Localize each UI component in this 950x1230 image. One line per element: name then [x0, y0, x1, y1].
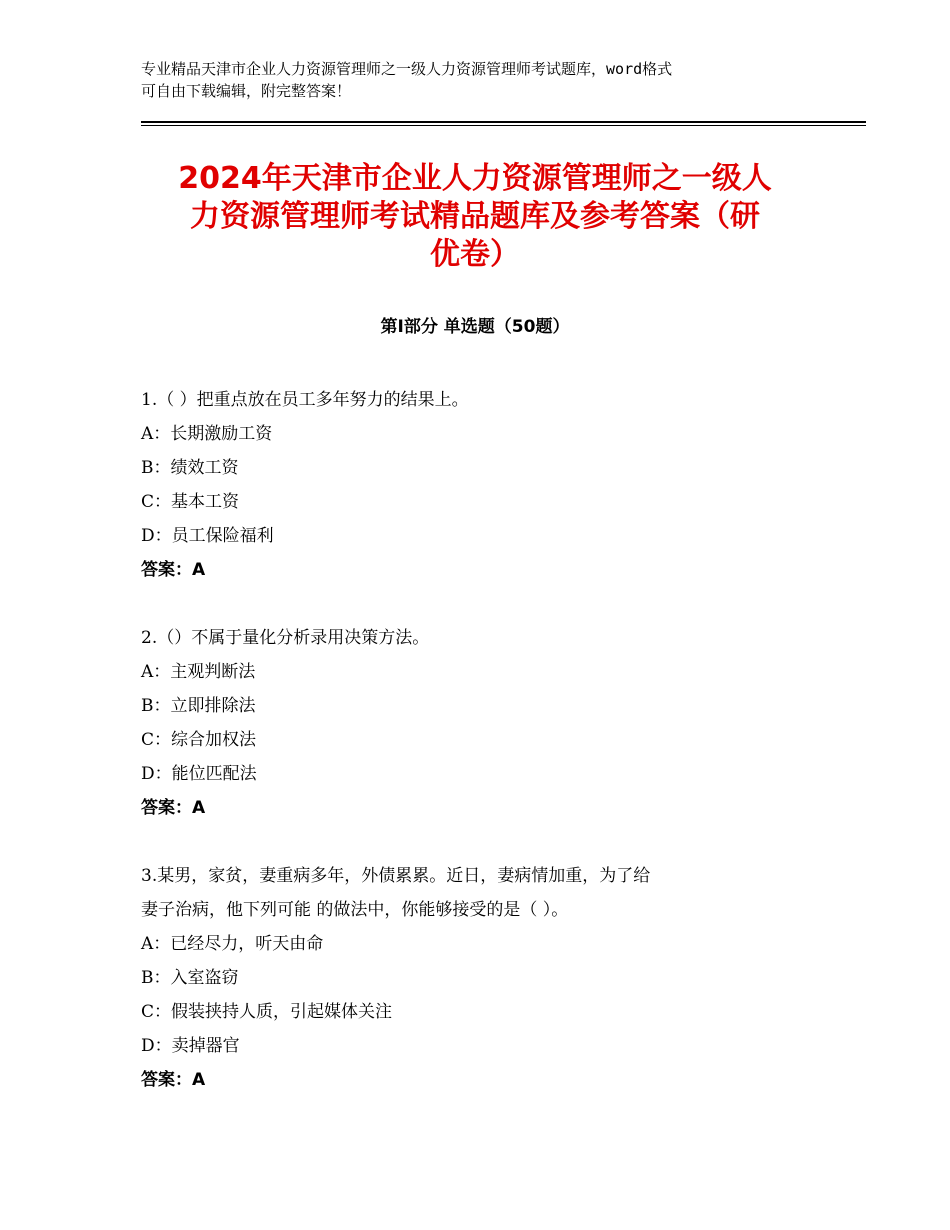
header-note-line-1: 专业精品天津市企业人力资源管理师之一级人力资源管理师考试题库，word格式	[141, 60, 673, 78]
header-divider-thick	[141, 121, 866, 123]
option-b: B：立即排除法	[141, 696, 256, 716]
header-note	[141, 58, 821, 102]
question-list	[141, 383, 821, 1131]
question-stem: 2.（）不属于量化分析录用决策方法。	[141, 628, 430, 648]
option-a: A：主观判断法	[141, 662, 256, 682]
section-heading: 第Ⅰ部分 单选题（50题）	[380, 317, 570, 337]
answer: 答案：A	[141, 560, 206, 580]
option-a: A：已经尽力，听天由命	[141, 934, 324, 954]
option-d: D：卖掉器官	[141, 1036, 240, 1056]
question-2	[141, 621, 821, 825]
question-1	[141, 383, 821, 587]
option-a: A：长期激励工资	[141, 424, 273, 444]
option-b: B：绩效工资	[141, 458, 239, 478]
answer: 答案：A	[141, 798, 206, 818]
document-title-line-3: 优卷）	[430, 237, 520, 272]
option-b: B：入室盗窃	[141, 968, 239, 988]
header-divider-thin	[141, 125, 866, 126]
question-stem: 1.（ ）把重点放在员工多年努力的结果上。	[141, 390, 469, 410]
question-3	[141, 859, 821, 1097]
document-title-line-1: 2024年天津市企业人力资源管理师之一级人	[178, 161, 772, 196]
option-c: C：综合加权法	[141, 730, 257, 750]
question-stem-line-1: 3.某男，家贫，妻重病多年，外债累累。近日，妻病情加重，为了给	[141, 866, 651, 886]
option-d: D：员工保险福利	[141, 526, 274, 546]
document-title	[120, 160, 830, 274]
option-c: C：基本工资	[141, 492, 240, 512]
question-stem-line-2: 妻子治病，他下列可能 的做法中，你能够接受的是（ ）。	[141, 900, 569, 920]
option-d: D：能位匹配法	[141, 764, 257, 784]
answer: 答案：A	[141, 1070, 206, 1090]
document-title-line-2: 力资源管理师考试精品题库及参考答案（研	[190, 199, 760, 234]
option-c: C：假装挟持人质，引起媒体关注	[141, 1002, 393, 1022]
header-note-line-2: 可自由下载编辑，附完整答案！	[141, 82, 352, 100]
